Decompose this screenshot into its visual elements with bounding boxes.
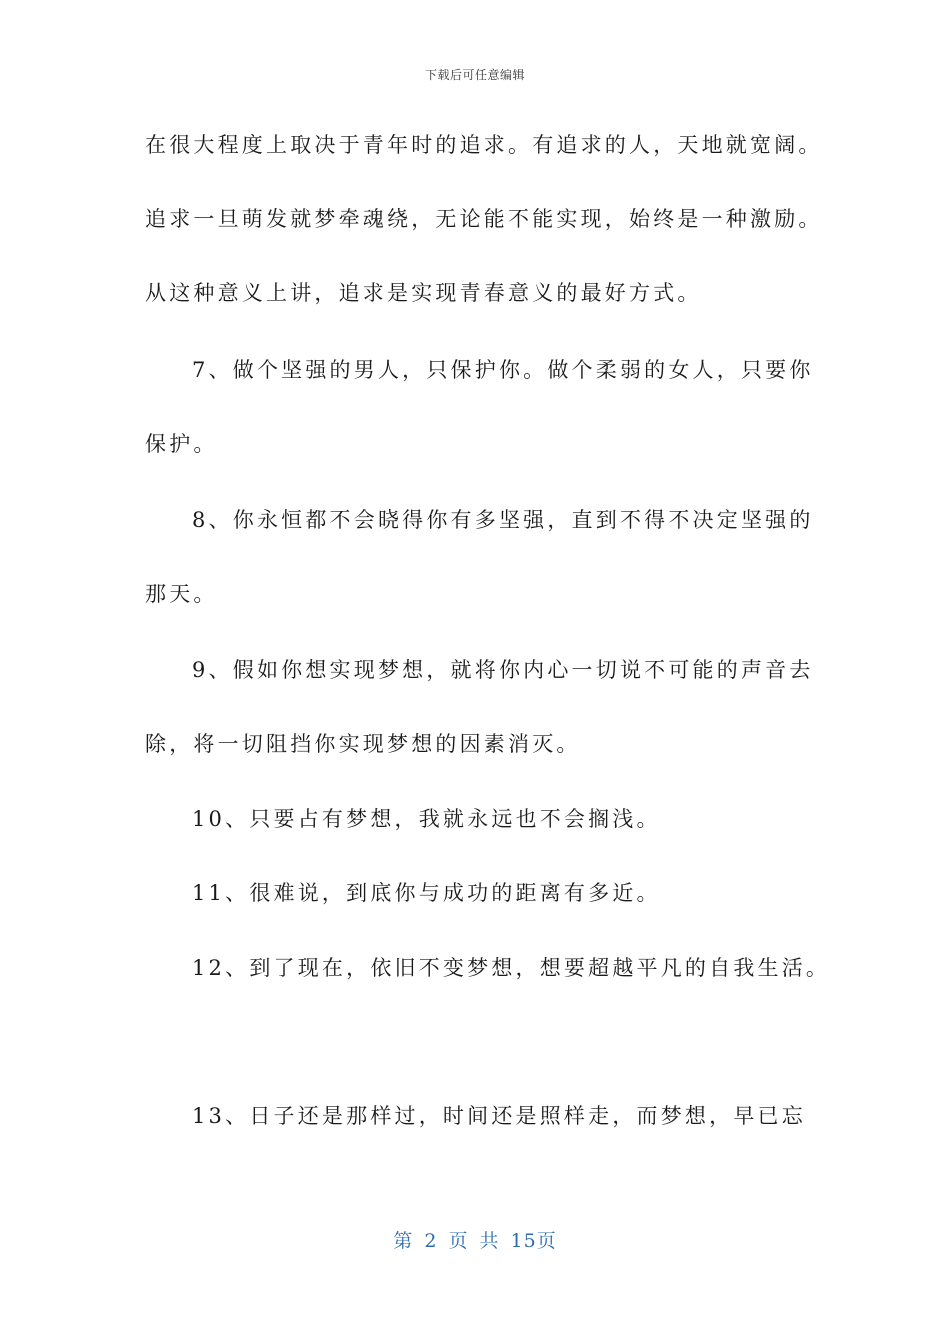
page-header: 下载后可任意编辑 [424, 68, 525, 82]
paragraph-9-line-2: 除，将一切阻挡你实现梦想的因素消灭。 [145, 732, 581, 756]
paragraph-8-line-2: 那天。 [145, 582, 218, 606]
text-line: 追求一旦萌发就梦牵魂绕，无论能不能实现，始终是一种激励。 [145, 207, 823, 231]
paragraph-12: 12、到了现在，依旧不变梦想，想要超越平凡的自我生活。 [192, 956, 831, 980]
page-footer: 第 2 页 共 15页 [393, 1230, 557, 1252]
paragraph-13-line-1: 13、日子还是那样过，时间还是照样走，而梦想，早已忘 [192, 1104, 806, 1128]
text-line: 从这种意义上讲，追求是实现青春意义的最好方式。 [145, 281, 702, 305]
paragraph-10: 10、只要占有梦想，我就永远也不会搁浅。 [192, 807, 661, 831]
paragraph-11: 11、很难说，到底你与成功的距离有多近。 [192, 881, 661, 905]
paragraph-7-line-2: 保护。 [145, 432, 218, 456]
paragraph-9-line-1: 9、假如你想实现梦想，就将你内心一切说不可能的声音去 [192, 658, 814, 682]
paragraph-8-line-1: 8、你永恒都不会晓得你有多坚强，直到不得不决定坚强的 [192, 508, 814, 532]
paragraph-7-line-1: 7、做个坚强的男人，只保护你。做个柔弱的女人，只要你 [192, 358, 814, 382]
text-line: 在很大程度上取决于青年时的追求。有追求的人，天地就宽阔。 [145, 133, 823, 157]
